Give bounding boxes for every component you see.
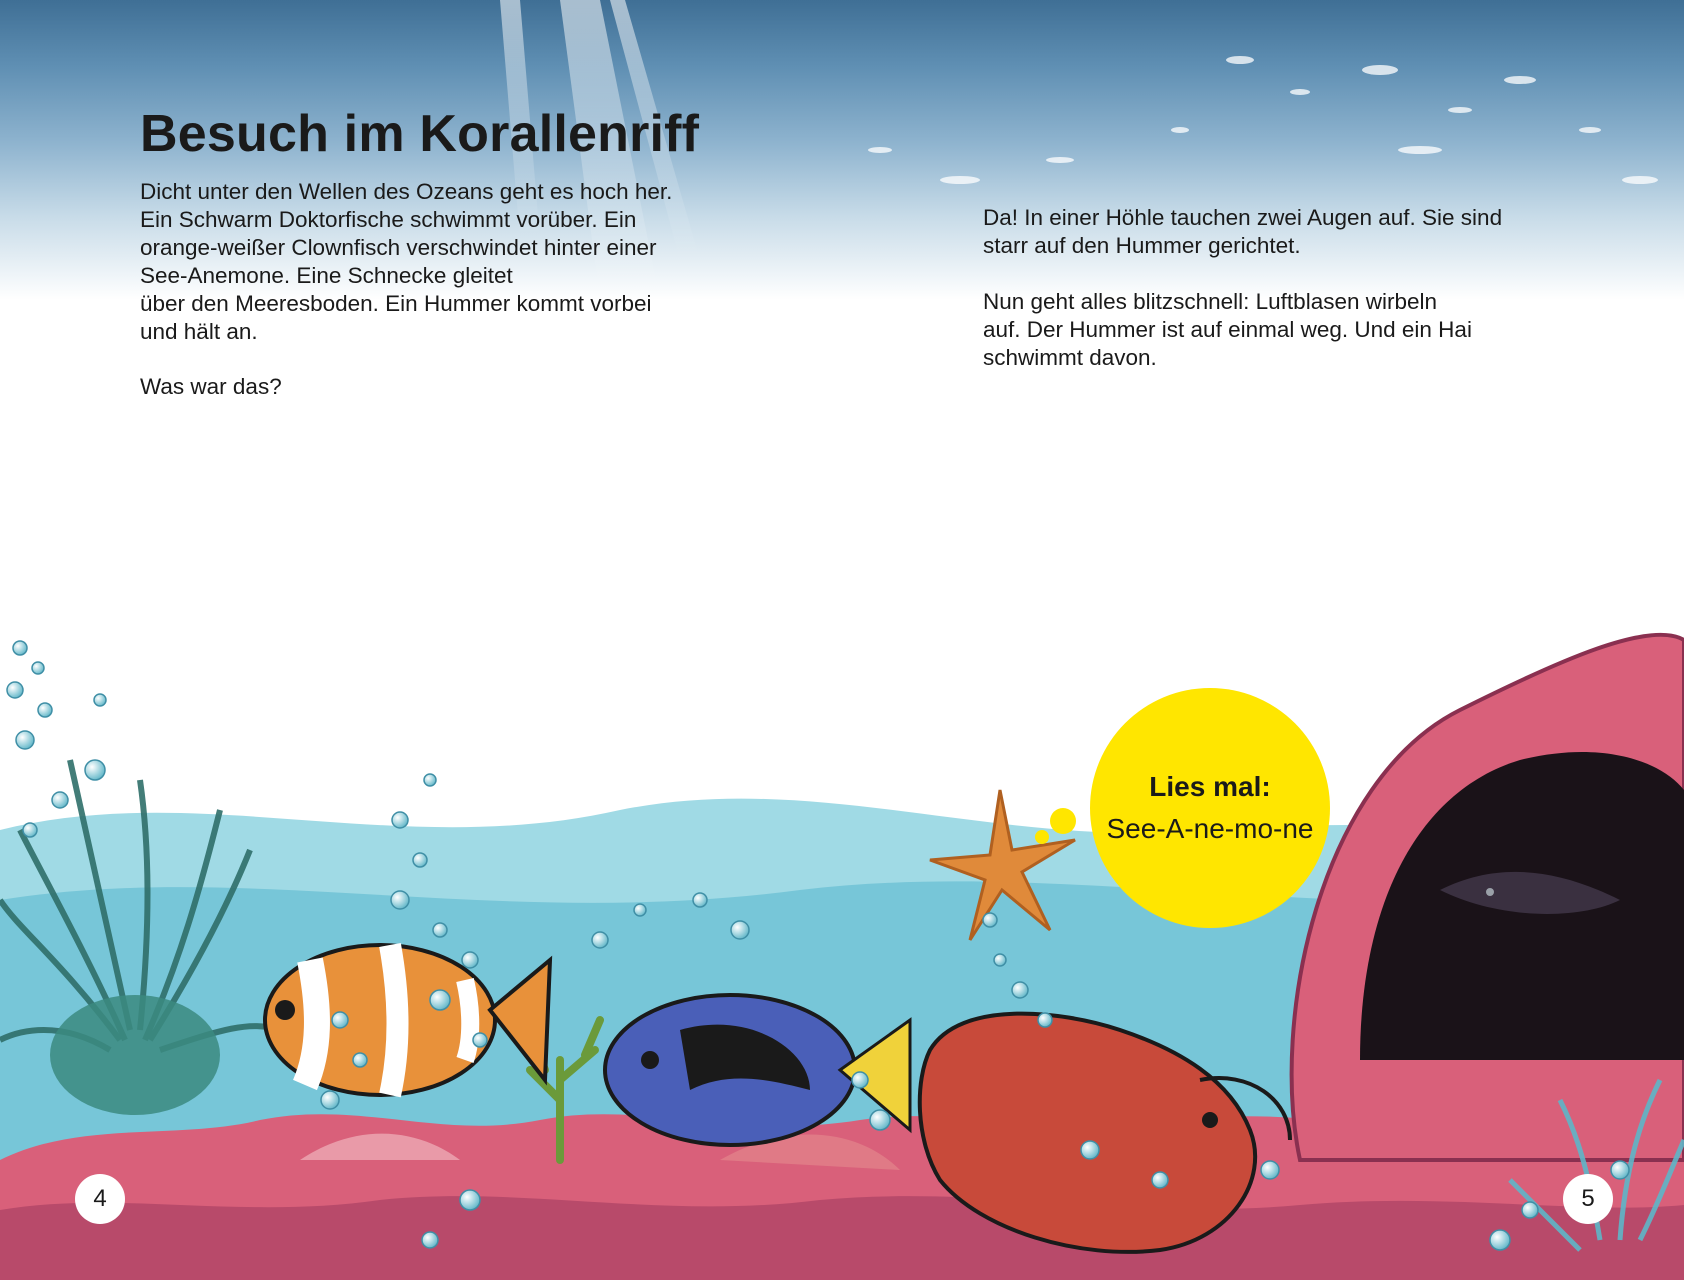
- page-number-left: 4: [75, 1174, 125, 1224]
- thought-dot-large: [1050, 808, 1076, 834]
- left-paragraph-2: Was war das?: [140, 374, 282, 399]
- right-paragraph-2: Nun geht alles blitzschnell: Luftblasen wirbeln auf. Der Hummer ist auf einmal weg. Und ein Hai schwimmt davon.: [983, 289, 1472, 370]
- reading-bubble-title: Lies mal:: [1149, 771, 1271, 802]
- page-title: Besuch im Korallenriff: [140, 105, 700, 163]
- thought-dot-small: [1035, 830, 1049, 844]
- coral-reef-illustration: [0, 600, 1684, 1280]
- anemone-body: [50, 995, 220, 1115]
- reading-bubble: [1090, 688, 1330, 928]
- right-paragraph-1: Da! In einer Höhle tauchen zwei Augen auf. Sie sind starr auf den Hummer gerichtet.: [983, 205, 1503, 258]
- cave: [1292, 635, 1684, 1160]
- reading-bubble-word: See-A-ne-mo-ne: [1106, 813, 1314, 844]
- left-paragraph-1: Dicht unter den Wellen des Ozeans geht es hoch her. Ein Schwarm Doktorfische schwimmt vorüber. Ein orange-weißer Clownfisch verschwindet hinter einer See-Anemone. Eine Schnecke gleitet über den Meeresboden. Ein Hummer kommt vorbei und hält an.: [140, 179, 673, 344]
- page-number-right: 5: [1563, 1174, 1613, 1224]
